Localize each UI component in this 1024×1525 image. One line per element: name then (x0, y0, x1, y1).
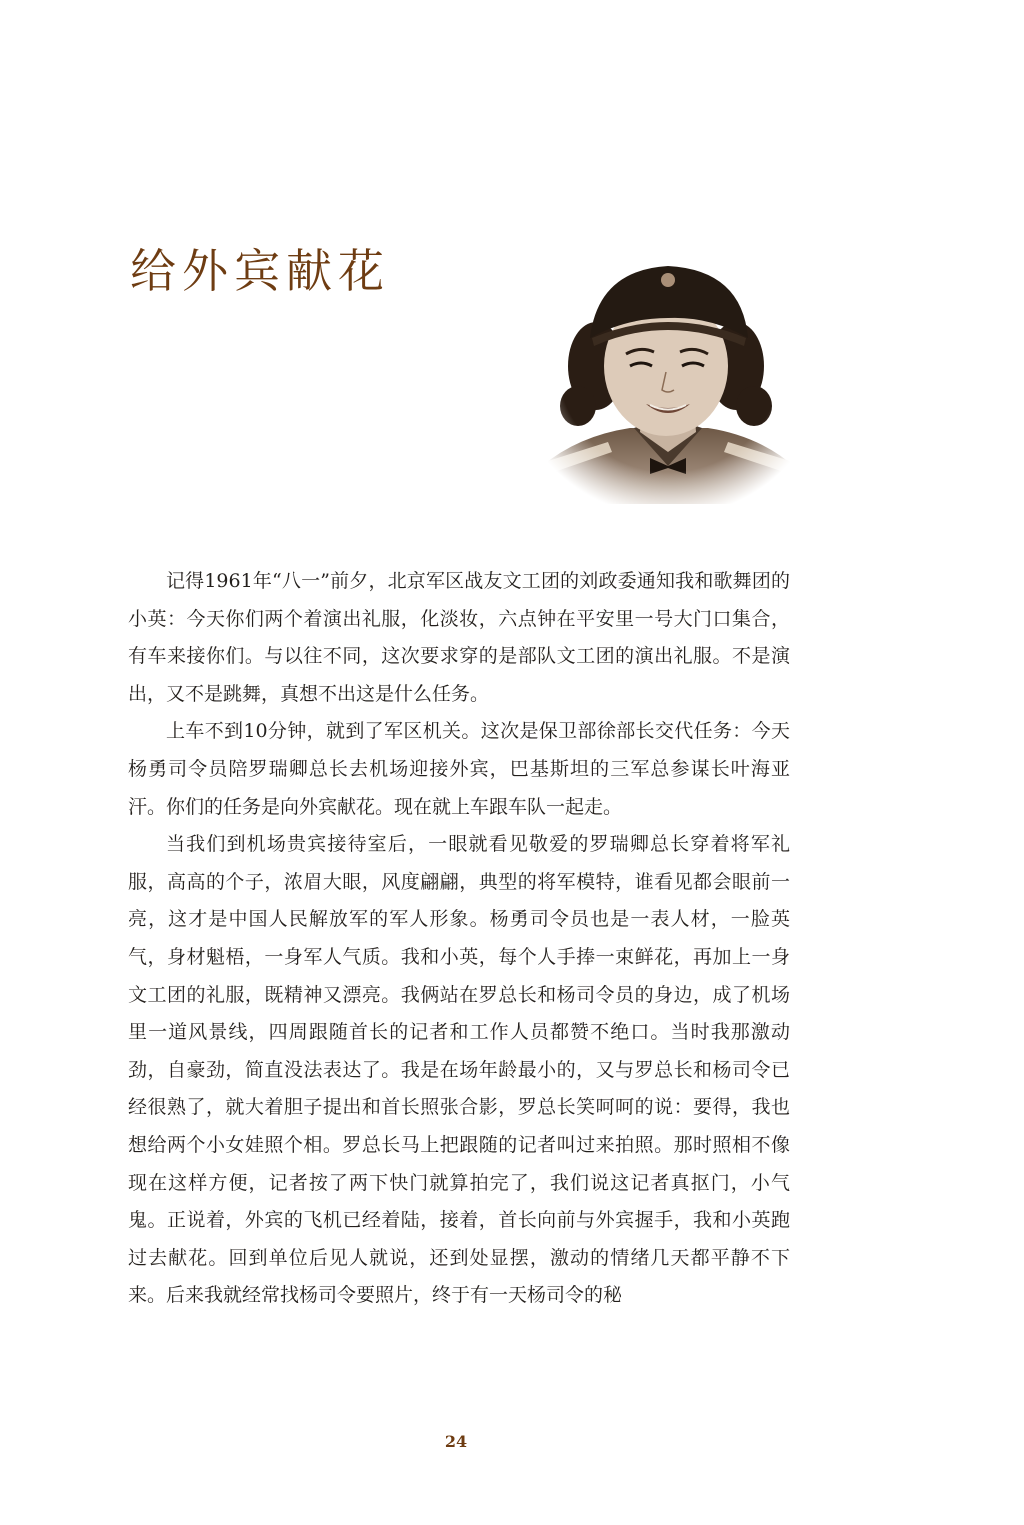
portrait-photo-icon (538, 256, 800, 504)
paragraph: 上车不到10分钟，就到了军区机关。这次是保卫部徐部长交代任务：今天杨勇司令员陪罗瑞卿总长去机场迎接外宾，巴基斯坦的三军总参谋长叶海亚汗。你们的任务是向外宾献花。现在就上车跟车队一起走。 (128, 720, 790, 818)
article-body (128, 563, 790, 1315)
page-number: 24 (444, 1432, 468, 1451)
portrait-photo (538, 256, 800, 504)
paragraph: 当我们到机场贵宾接待室后，一眼就看见敬爱的罗瑞卿总长穿着将军礼服，高高的个子，浓眉大眼，风度翩翩，典型的将军模特，谁看见都会眼前一亮，这才是中国人民解放军的军人形象。杨勇司令员也是一表人材，一脸英气，身材魁梧，一身军人气质。我和小英，每个人手捧一束鲜花，再加上一身文工团的礼服，既精神又漂亮。我俩站在罗总长和杨司令员的身边，成了机场里一道风景线，四周跟随首长的记者和工作人员都赞不绝口。当时我那激动劲，自豪劲，简直没法表达了。我是在场年龄最小的，又与罗总长和杨司令已经很熟了，就大着胆子提出和首长照张合影，罗总长笑呵呵的说：要得，我也想给两个小女娃照个相。罗总长马上把跟随的记者叫过来拍照。那时照相不像现在这样方便，记者按了两下快门就算拍完了，我们说这记者真抠门，小气鬼。正说着，外宾的飞机已经着陆，接着，首长向前与外宾握手，我和小英跑过去献花。回到单位后见人就说，还到处显摆，激动的情绪几天都平静不下来。后来我就经常找杨司令要照片，终于有一天杨司令的秘 (128, 833, 790, 1307)
chapter-title: 给外宾献花 (130, 244, 390, 298)
paragraph: 记得1961年“八一”前夕，北京军区战友文工团的刘政委通知我和歌舞团的小英：今天你们两个着演出礼服，化淡妆，六点钟在平安里一号大门口集合，有车来接你们。与以往不同，这次要求穿的是部队文工团的演出礼服。不是演出，又不是跳舞，真想不出这是什么任务。 (128, 570, 790, 705)
